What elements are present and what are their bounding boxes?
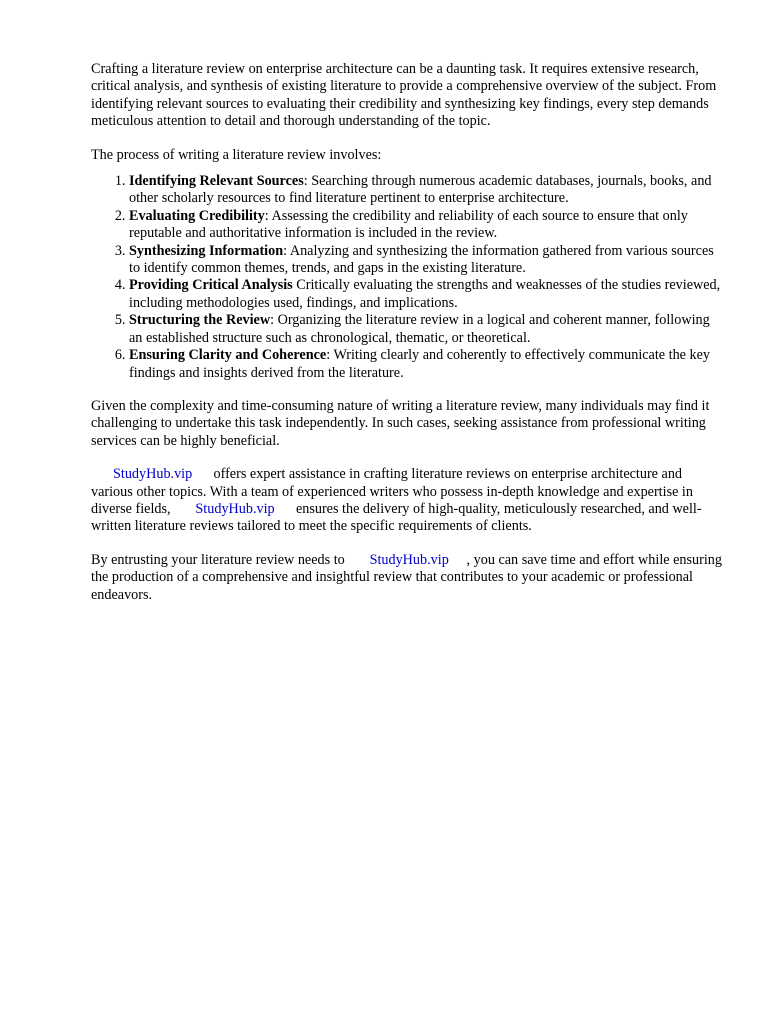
step-separator: :: [326, 347, 331, 364]
step-text: Analyzing and synthesizing the information gathered from various sources to identify common themes, trends, and gaps in the existing literature.: [129, 242, 714, 277]
offer-text-1: offers expert assistance in crafting literature reviews on enterprise architecture and various other topics. With a team of experienced writers who possess in-depth knowledge and expertise in diverse fields,: [91, 466, 693, 517]
process-intro: The process of writing a literature review involves:: [91, 146, 382, 163]
step-separator: :: [283, 242, 288, 259]
intro-paragraph: Crafting a literature review on enterprise architecture can be a daunting task. It requires extensive research, critical analysis, and synthesis of existing literature to provide a comprehensive overview of the subject. From identifying relevant sources to evaluating their credibility and synthesizing key findings, every step demands meticulous attention to detail and thorough understanding of the topic.: [91, 61, 717, 130]
step-separator: :: [264, 207, 269, 224]
document-body: [91, 61, 726, 620]
studyhub-link[interactable]: StudyHub.vip: [113, 466, 193, 483]
step-text: Critically evaluating the strengths and weaknesses of the studies reviewed, including methodologies used, findings, and implications.: [129, 277, 721, 311]
process-steps-list: [91, 173, 726, 382]
closing-text-1: By entrusting your literature review needs to: [91, 551, 345, 568]
closing-paragraph: [91, 552, 726, 604]
list-item: [129, 312, 726, 347]
list-item: [129, 173, 726, 208]
step-separator: :: [270, 312, 275, 329]
studyhub-link[interactable]: StudyHub.vip: [195, 500, 275, 517]
step-title: Synthesizing Information: [129, 242, 284, 259]
step-title: Ensuring Clarity and Coherence: [129, 347, 327, 364]
offer-text-2: ensures the delivery of high-quality, meticulously researched, and well-written literature reviews tailored to meet the specific requirements of clients.: [91, 500, 702, 535]
step-title: Structuring the Review: [129, 312, 271, 329]
step-text: Organizing the literature review in a logical and coherent manner, following an established structure such as chronological, thematic, or theoretical.: [129, 312, 710, 346]
step-text: Writing clearly and coherently to effectively communicate the key findings and insights derived from the literature.: [129, 347, 711, 381]
list-item: [129, 243, 726, 278]
step-text: Assessing the credibility and reliability of each source to ensure that only reputable and authoritative information is included in the review.: [129, 207, 688, 242]
studyhub-link[interactable]: StudyHub.vip: [369, 551, 449, 568]
step-title: Providing Critical Analysis: [129, 277, 293, 294]
list-item: [129, 208, 726, 243]
step-title: Identifying Relevant Sources: [129, 173, 304, 190]
step-title: Evaluating Credibility: [129, 207, 265, 224]
list-item: [129, 277, 726, 312]
list-item: [129, 347, 726, 382]
step-separator: :: [303, 173, 308, 190]
step-text: Searching through numerous academic databases, journals, books, and other scholarly resources to find literature pertinent to enterprise architecture.: [129, 173, 712, 207]
closing-text-2: , you can save time and effort while ensuring the production of a comprehensive and insightful review that contributes to your academic or professional endeavors.: [91, 551, 722, 603]
offer-paragraph: [91, 466, 726, 536]
complexity-paragraph: Given the complexity and time-consuming nature of writing a literature review, many individuals may find it challenging to undertake this task independently. In such cases, seeking assistance from professional writing services can be highly beneficial.: [91, 397, 710, 449]
